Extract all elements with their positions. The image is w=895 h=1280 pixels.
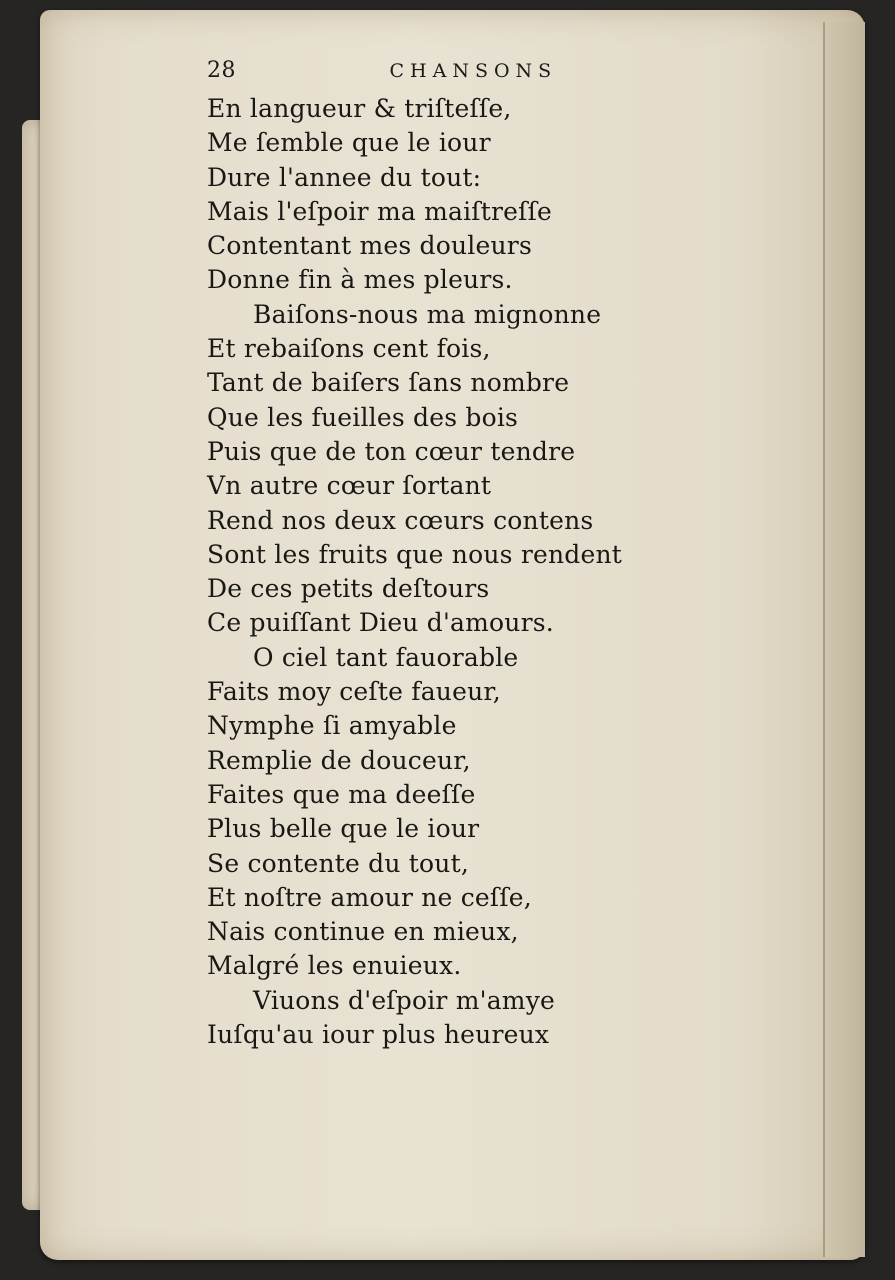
verse-line: Sont les fruits que nous rendent: [207, 539, 623, 569]
verse-line: Donne fin à mes pleurs.: [207, 265, 513, 295]
page-number: 28: [207, 58, 236, 83]
verse-text: [207, 92, 727, 1052]
verse-line: Tant de baiſers ſans nombre: [207, 368, 570, 398]
next-page-edge: [823, 22, 865, 1257]
verse-line: De ces petits deſtours: [207, 574, 490, 604]
verse-line: Dure l'annee du tout:: [207, 162, 482, 192]
verse-line: Rend nos deux cœurs contens: [207, 505, 594, 535]
verse-line: Mais l'eſpoir ma maiſtreſſe: [207, 196, 553, 226]
verse-line: Contentant mes douleurs: [207, 231, 532, 261]
verse-line: Que les fueilles des bois: [207, 402, 519, 432]
stanza-first-line: Viuons d'eſpoir m'amye: [253, 985, 556, 1015]
verse-line: Malgré les enuieux.: [207, 951, 462, 981]
verse-line: Puis que de ton cœur tendre: [207, 436, 576, 466]
verse-line: Vn autre cœur ſortant: [207, 471, 492, 501]
verse-line: Nymphe ſi amyable: [207, 711, 457, 741]
verse-line: En langueur & triſteſſe,: [207, 94, 512, 123]
verse-line: Iuſqu'au iour plus heureux: [207, 1020, 550, 1050]
verse-line: Faits moy ceſte faueur,: [207, 677, 501, 707]
stanza-first-line: Baiſons-nous ma mignonne: [253, 299, 602, 329]
page-header: [207, 58, 557, 83]
verse-line: Nais continue en mieux,: [207, 917, 519, 947]
verse-line: Et noſtre amour ne ceſſe,: [207, 882, 532, 912]
verse-line: Ce puiſſant Dieu d'amours.: [207, 608, 554, 638]
stanza-first-line: O ciel tant fauorable: [253, 642, 519, 672]
running-title: CHANSONS: [389, 60, 558, 82]
verse-line: Me ſemble que le iour: [207, 128, 491, 158]
verse-line: Faites que ma deeſſe: [207, 779, 476, 809]
verse-line: Se contente du tout,: [207, 848, 469, 878]
verse-line: Remplie de douceur,: [207, 745, 471, 775]
verse-line: Et rebaiſons cent fois,: [207, 334, 491, 364]
verse-line: Plus belle que le iour: [207, 814, 480, 844]
